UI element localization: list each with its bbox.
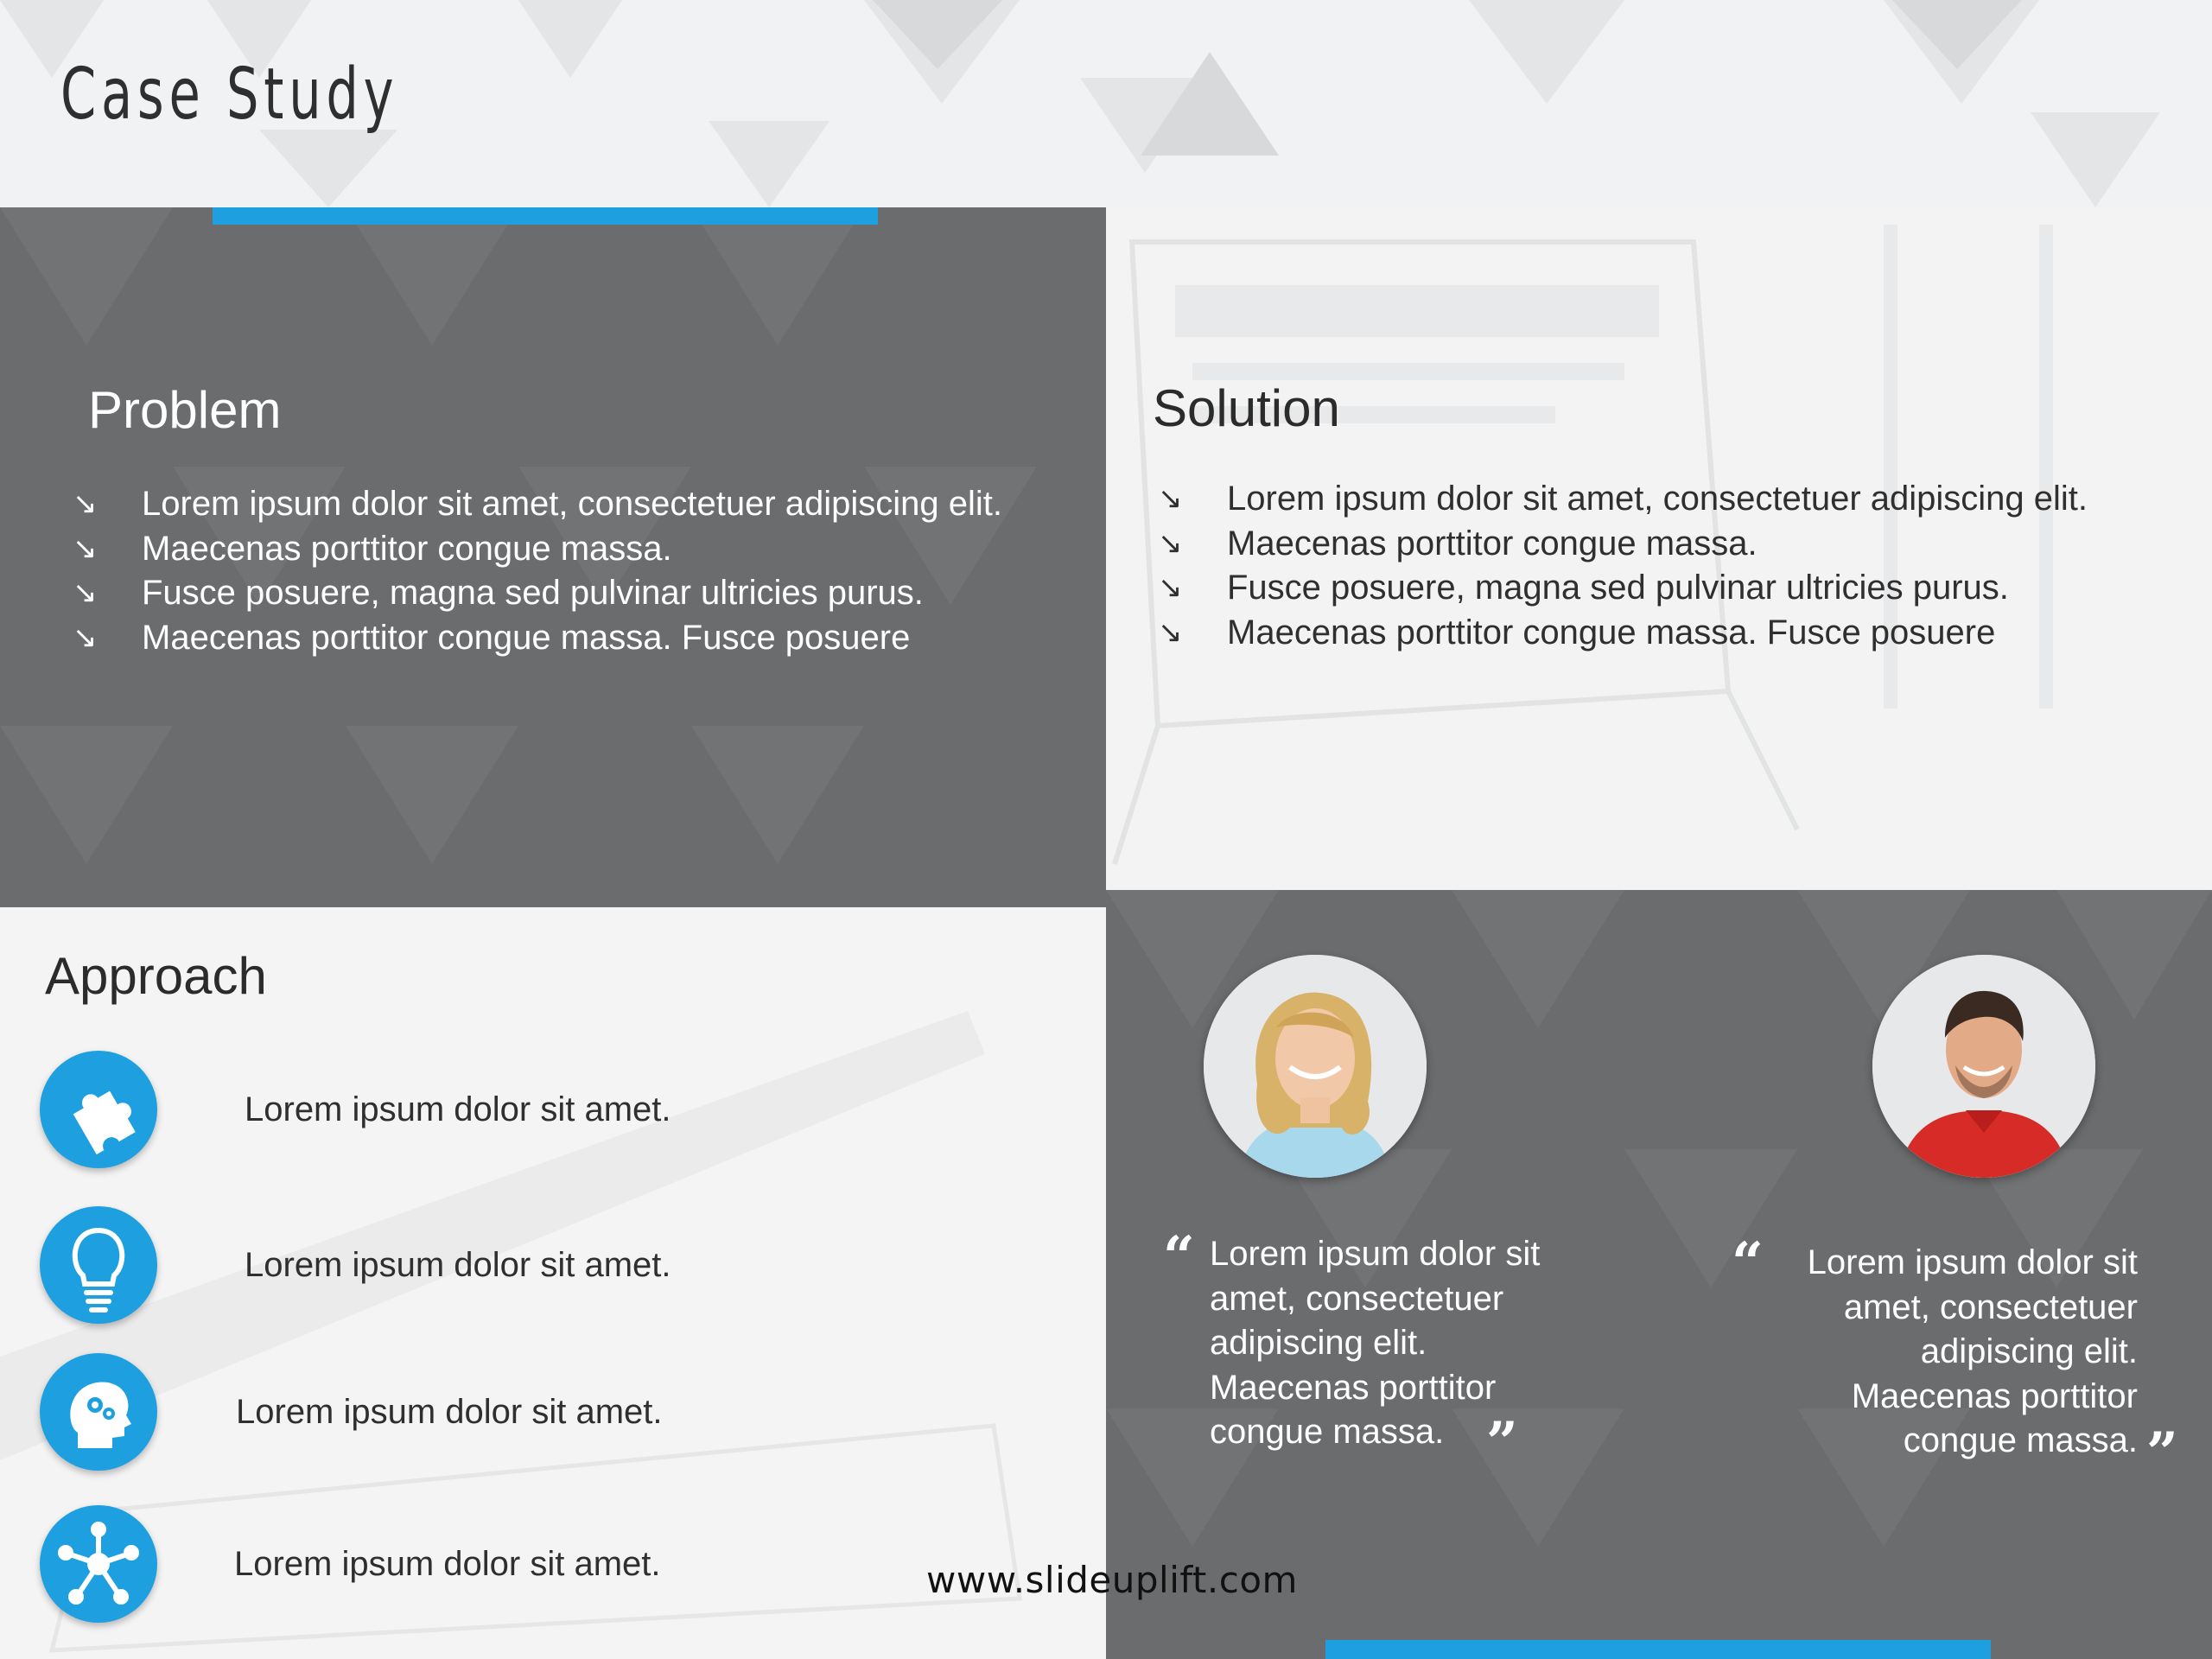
problem-panel (0, 207, 1106, 907)
close-quote-icon: ” (2146, 1421, 2178, 1485)
bullet-text: Maecenas porttitor congue massa. (142, 529, 672, 568)
bullet-text: Fusce posuere, magna sed pulvinar ultricies purus. (1227, 569, 2009, 607)
approach-text: Lorem ipsum dolor sit amet. (236, 1393, 663, 1431)
list-item (1158, 566, 2195, 611)
quote-line: Lorem ipsum dolor sit (1210, 1235, 1541, 1273)
puzzle-icon (40, 1051, 157, 1168)
approach-text: Lorem ipsum dolor sit amet. (245, 1090, 671, 1128)
lightbulb-icon (40, 1206, 157, 1324)
list-item (1158, 611, 2195, 656)
approach-item (40, 1353, 1077, 1474)
approach-item (40, 1505, 1077, 1626)
approach-text: Lorem ipsum dolor sit amet. (245, 1246, 671, 1284)
approach-text: Lorem ipsum dolor sit amet. (234, 1545, 661, 1583)
solution-heading: Solution (1153, 379, 1340, 437)
approach-item (40, 1051, 1077, 1172)
quote-line: congue massa. (1903, 1421, 2138, 1459)
close-quote-icon: ” (1486, 1410, 1518, 1475)
bullet-text: Maecenas porttitor congue massa. Fusce posuere (142, 618, 911, 657)
problem-bullets (73, 482, 1092, 660)
footer-url: www.slideuplift.com (926, 1559, 1298, 1601)
solution-bullets (1158, 477, 2195, 655)
testimonial-quote (1808, 1241, 2138, 1464)
list-item (73, 571, 1092, 616)
quote-line: Lorem ipsum dolor sit (1807, 1243, 2138, 1281)
page-title: Case Study (60, 54, 399, 136)
header-band (0, 0, 2212, 207)
open-quote-icon: “ (1732, 1230, 1764, 1295)
bullet-text: Lorem ipsum dolor sit amet, consectetuer adipiscing elit. (142, 485, 1003, 523)
quote-line: congue massa. (1210, 1413, 1445, 1451)
list-item (73, 616, 1092, 661)
quote-line: Maecenas porttitor (1210, 1368, 1497, 1407)
avatar-woman (1204, 955, 1427, 1178)
testimonials-panel (1106, 890, 2212, 1659)
solution-panel (1106, 207, 2212, 890)
open-quote-icon: “ (1163, 1224, 1195, 1289)
arrow-down-right-icon: ↘ (1158, 615, 1183, 649)
approach-heading: Approach (45, 947, 267, 1005)
accent-bar-top (213, 207, 878, 225)
quote-line: adipiscing elit. (1210, 1324, 1427, 1362)
list-item (1158, 522, 2195, 567)
quote-line: Maecenas porttitor (1851, 1376, 2138, 1415)
quote-line: amet, consectetuer (1210, 1279, 1504, 1318)
accent-bar-bottom (1325, 1640, 1991, 1659)
quote-line: adipiscing elit. (1920, 1332, 2138, 1370)
list-item (1158, 477, 2195, 522)
bullet-text: Fusce posuere, magna sed pulvinar ultricies purus. (142, 574, 924, 612)
arrow-down-right-icon: ↘ (73, 576, 98, 609)
list-item (73, 527, 1092, 572)
arrow-down-right-icon: ↘ (1158, 482, 1183, 515)
bullet-text: Maecenas porttitor congue massa. (1227, 524, 1758, 563)
arrow-down-right-icon: ↘ (73, 531, 98, 565)
approach-item (40, 1206, 1077, 1327)
arrow-down-right-icon: ↘ (1158, 571, 1183, 604)
bullet-text: Lorem ipsum dolor sit amet, consectetuer adipiscing elit. (1227, 480, 2088, 518)
network-icon (40, 1505, 157, 1623)
arrow-down-right-icon: ↘ (1158, 526, 1183, 560)
list-item (73, 482, 1092, 527)
problem-heading: Problem (88, 381, 282, 439)
approach-panel (0, 907, 1106, 1659)
quote-line: amet, consectetuer (1843, 1287, 2138, 1326)
arrow-down-right-icon: ↘ (73, 487, 98, 520)
avatar-man (1872, 955, 2095, 1178)
head-gears-icon (40, 1353, 157, 1471)
arrow-down-right-icon: ↘ (73, 620, 98, 654)
bullet-text: Maecenas porttitor congue massa. Fusce posuere (1227, 613, 1996, 652)
